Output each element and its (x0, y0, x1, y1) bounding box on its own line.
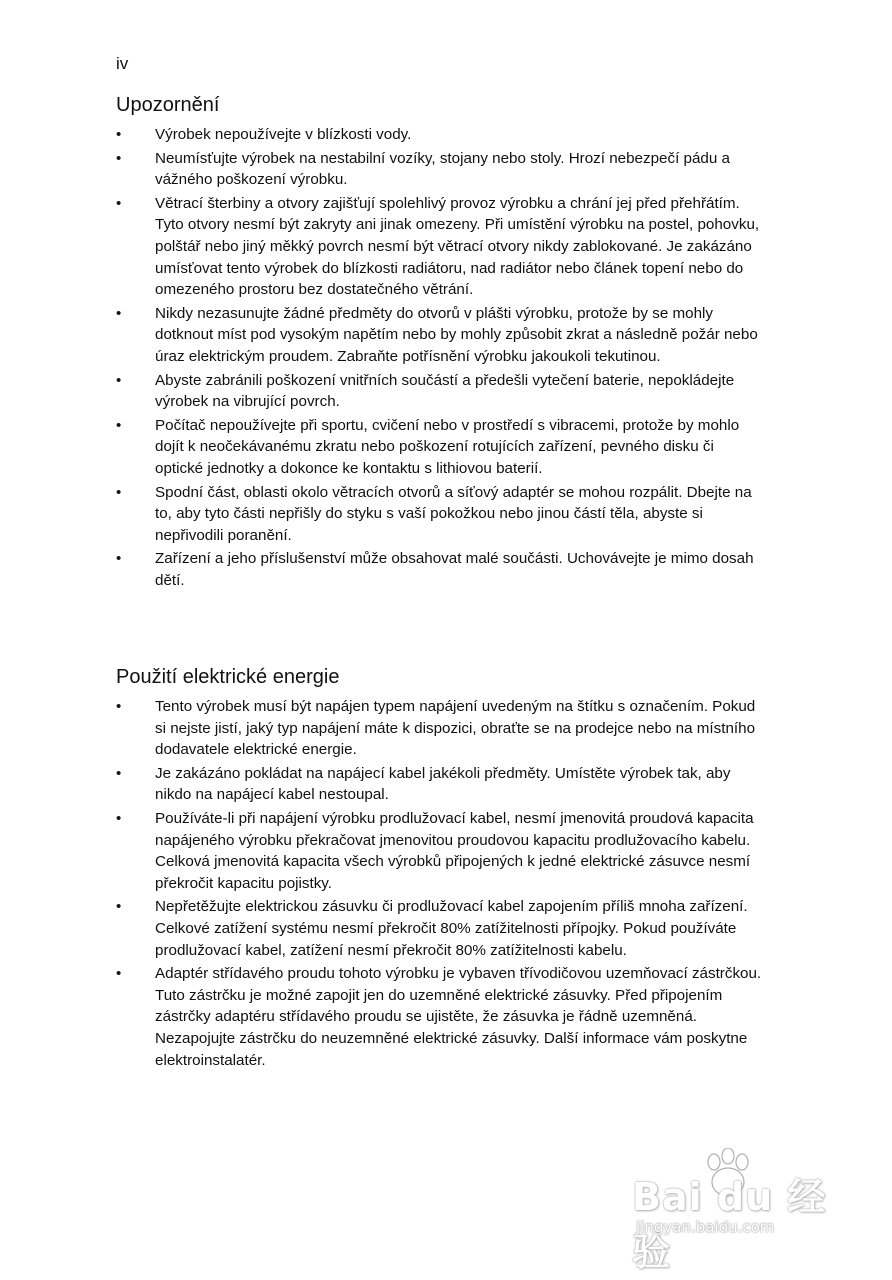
bullet-icon: • (116, 809, 122, 827)
bullet-icon: • (116, 194, 122, 212)
list-item (116, 303, 766, 368)
bullet-icon: • (116, 416, 122, 434)
list-item (116, 896, 766, 961)
list-item (116, 763, 766, 806)
bullet-icon: • (116, 483, 122, 501)
list-item (116, 193, 766, 301)
list-item (116, 696, 766, 761)
bullet-icon: • (116, 550, 122, 568)
page-number: iv (116, 54, 129, 73)
list-item (116, 963, 766, 1071)
bullet-icon: • (116, 764, 122, 782)
section-power (116, 664, 766, 1073)
list-item-text: Je zakázáno pokládat na napájecí kabel jakékoli předměty. Umístěte výrobek tak, aby nikdo na napájecí kabel nestoupal. (155, 764, 731, 804)
list-item (116, 370, 766, 413)
list-item-text: Nikdy nezasunujte žádné předměty do otvorů v plášti výrobku, protože by se mohly dotknout míst pod vysokým napětím nebo by mohly způsobit zkrat a následně požár nebo úraz elektrickým proudem. Zabraňte potřísnění výrobku jakoukoli tekutinou. (155, 304, 758, 365)
baidu-watermark (632, 1148, 842, 1274)
list-item-text: Spodní část, oblasti okolo větracích otvorů a síťový adaptér se mohou rozpálit. Dbejte na to, aby tyto části nepřišly do styku s vaší pokožkou nebo jinou částí těla, abyste si nepřivodili poranění. (155, 483, 752, 544)
list-item (116, 482, 766, 547)
list-item-text: Tento výrobek musí být napájen typem napájení uvedeným na štítku s označením. Pokud si nejste jistí, jaký typ napájení máte k dispozici, obraťte se na prodejce nebo na místního dodavatele elektrické energie. (155, 698, 756, 759)
section-warnings (116, 92, 766, 593)
bullet-icon: • (116, 126, 122, 143)
list-item-text: Větrací šterbiny a otvory zajišťují spolehlivý provoz výrobku a chrání jej před přehřátím. Tyto otvory nesmí být zakryty ani jinak omezeny. Při umístění výrobku na postel, pohovku, polštář nebo jiný měkký povrch nesmí být větrací otvory nikdy zablokované. Je zakázáno umísťovat tento výrobek do blízkosti radiátoru, nad radiátor nebo článek topení nebo do omezeného prostoru bez dostatečného větrání. (155, 194, 760, 299)
power-list (116, 696, 766, 1071)
list-item (116, 415, 766, 480)
list-item-text: Abyste zabránili poškození vnitřních součástí a předešli vytečení baterie, nepokládejte výrobek na vibrující povrch. (155, 371, 735, 411)
list-item (116, 124, 766, 146)
watermark-url: jingyan.baidu.com (636, 1218, 775, 1236)
list-item-text: Používáte-li při napájení výrobku prodlužovací kabel, nesmí jmenovitá proudová kapacita napájeného výrobku překračovat jmenovitou proudovou kapacitu prodlužovacího kabelu. Celková jmenovitá kapacita všech výrobků připojených k jedné elektrické zásuvce nesmí překročit kapacitu pojistky. (155, 809, 754, 892)
bullet-icon: • (116, 965, 122, 983)
watermark-logo-text: Bai du 经验 (632, 1175, 827, 1274)
bullet-icon: • (116, 898, 122, 916)
warning-list (116, 124, 766, 591)
bullet-icon: • (116, 149, 122, 167)
list-item-text: Nepřetěžujte elektrickou zásuvku či prodlužovací kabel zapojením příliš mnoha zařízení. Celkové zatížení systému nesmí překročit 80% zatížitelnosti přípojky. Pokud používáte prodlužovací kabel, zatížení nesmí překročit 80% zatížitelnosti kabelu. (155, 898, 748, 959)
list-item-text: Počítač nepoužívejte při sportu, cvičení nebo v prostředí s vibracemi, protože by mohlo dojít k neočekávanému zkratu nebo poškození rotujících zařízení, pevného disku či optické jednotky a dokonce ke kontaktu s lithiovou baterií. (155, 416, 740, 477)
section-title: Upozornění (116, 94, 220, 116)
list-item (116, 808, 766, 894)
section-title: Použití elektrické energie (116, 666, 340, 688)
bullet-icon: • (116, 304, 122, 322)
bullet-icon: • (116, 371, 122, 389)
list-item-text: Výrobek nepoužívejte v blízkosti vody. (155, 126, 412, 143)
list-item-text: Neumísťujte výrobek na nestabilní vozíky, stojany nebo stoly. Hrozí nebezpečí pádu a vážného poškození výrobku. (155, 149, 730, 189)
list-item (116, 548, 766, 591)
list-item-text: Zařízení a jeho příslušenství může obsahovat malé součásti. Uchovávejte je mimo dosah dětí. (155, 550, 754, 589)
list-item-text: Adaptér střídavého proudu tohoto výrobku je vybaven třívodičovou uzemňovací zástrčkou. Tuto zástrčku je možné zapojit jen do uzemněné elektrické zásuvky. Před připojením zástrčky adaptéru střídavého proudu se ujistěte, že zásuvka je řádně uzemněná. Nezapojujte zástrčku do neuzemněné elektrické zásuvky. Další informace vám poskytne elektroinstalatér. (155, 965, 762, 1069)
bullet-icon: • (116, 698, 122, 715)
list-item (116, 148, 766, 191)
